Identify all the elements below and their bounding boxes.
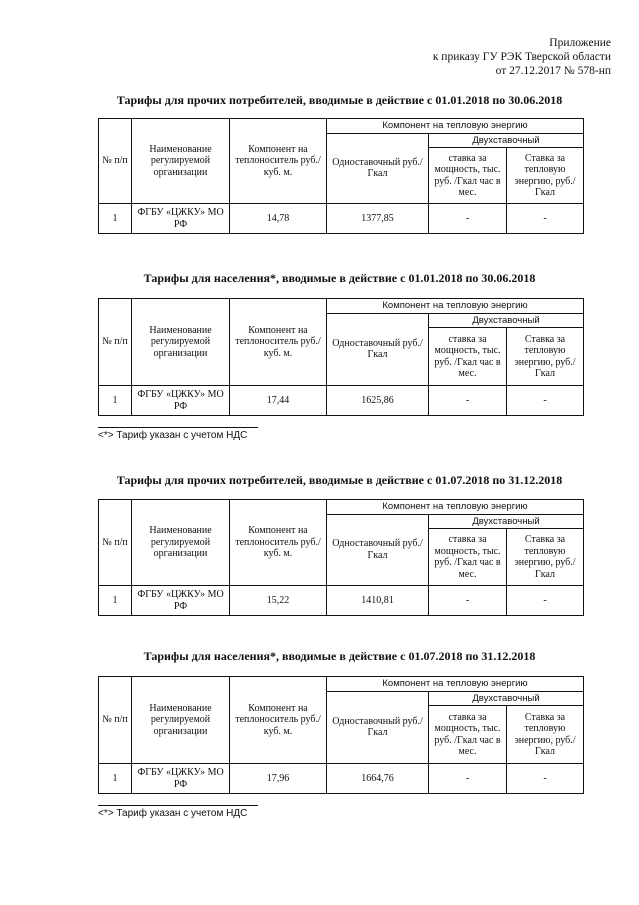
header-org: Наименование регулируемой организации [132, 677, 230, 764]
header-carrier: Компонент на теплоноситель руб./куб. м. [230, 677, 327, 764]
appendix-line-1: Приложение [549, 37, 611, 49]
header-num: № п/п [99, 677, 132, 764]
cell-single: 1664,76 [327, 764, 429, 794]
footnote-vat: <*> Тариф указан с учетом НДС [98, 808, 248, 819]
header-energy: Ставка за тепловую энергию, руб./Гкал [507, 328, 584, 386]
header-energy: Ставка за тепловую энергию, руб./Гкал [507, 706, 584, 764]
header-power: ставка за мощность, тыс. руб. /Гкал час в мес. [429, 529, 507, 586]
cell-num: 1 [99, 586, 132, 616]
table-3-title: Тарифы для прочих потребителей, вводимые в действие с 01.07.2018 по 31.12.2018 [116, 473, 563, 487]
header-single: Одноставочный руб./Гкал [327, 313, 429, 386]
table-row [99, 386, 584, 416]
header-num: № п/п [99, 299, 132, 386]
cell-single: 1377,85 [327, 204, 429, 234]
cell-single: 1625,86 [327, 386, 429, 416]
footnote-divider [98, 805, 258, 806]
table-2-title: Тарифы для населения*, вводимые в действие с 01.01.2018 по 30.06.2018 [143, 271, 536, 285]
appendix-line-3: от 27.12.2017 № 578-нп [495, 65, 611, 77]
cell-org: ФГБУ «ЦЖКУ» МО РФ [132, 386, 230, 416]
footnote-divider [98, 427, 258, 428]
header-carrier: Компонент на теплоноситель руб./куб. м. [230, 500, 327, 586]
cell-carrier: 14,78 [230, 204, 327, 234]
header-heat: Компонент на тепловую энергию [327, 677, 584, 692]
tariff-table-1 [98, 118, 584, 234]
header-power: ставка за мощность, тыс. руб. /Гкал час в мес. [429, 706, 507, 764]
cell-num: 1 [99, 386, 132, 416]
header-power: ставка за мощность, тыс. руб. /Гкал час в мес. [429, 328, 507, 386]
header-num: № п/п [99, 500, 132, 586]
header-two: Двухставочный [429, 133, 584, 148]
cell-carrier: 17,96 [230, 764, 327, 794]
table-row [99, 586, 584, 616]
header-power: ставка за мощность, тыс. руб. /Гкал час в мес. [429, 148, 507, 204]
cell-org: ФГБУ «ЦЖКУ» МО РФ [132, 204, 230, 234]
header-heat: Компонент на тепловую энергию [327, 119, 584, 134]
header-num: № п/п [99, 119, 132, 204]
table-4-title: Тарифы для населения*, вводимые в действие с 01.07.2018 по 31.12.2018 [143, 649, 536, 663]
header-carrier: Компонент на теплоноситель руб./куб. м. [230, 119, 327, 204]
cell-energy: - [507, 386, 584, 416]
cell-energy: - [507, 586, 584, 616]
cell-power: - [429, 204, 507, 234]
header-heat: Компонент на тепловую энергию [327, 299, 584, 314]
cell-num: 1 [99, 764, 132, 794]
header-single: Одноставочный руб./Гкал [327, 691, 429, 764]
cell-power: - [429, 764, 507, 794]
header-carrier: Компонент на теплоноситель руб./куб. м. [230, 299, 327, 386]
header-two: Двухставочный [429, 313, 584, 328]
header-two: Двухставочный [429, 691, 584, 706]
tariff-table-4 [98, 676, 584, 794]
header-single: Одноставочный руб./Гкал [327, 514, 429, 586]
header-energy: Ставка за тепловую энергию, руб./Гкал [507, 529, 584, 586]
appendix-line-2: к приказу ГУ РЭК Тверской области [432, 51, 611, 63]
header-two: Двухставочный [429, 514, 584, 529]
cell-num: 1 [99, 204, 132, 234]
table-1-title: Тарифы для прочих потребителей, вводимые в действие с 01.01.2018 по 30.06.2018 [116, 93, 563, 107]
cell-power: - [429, 586, 507, 616]
table-row [99, 764, 584, 794]
cell-single: 1410,81 [327, 586, 429, 616]
cell-energy: - [507, 204, 584, 234]
header-org: Наименование регулируемой организации [132, 119, 230, 204]
table-row [99, 204, 584, 234]
header-org: Наименование регулируемой организации [132, 299, 230, 386]
header-single: Одноставочный руб./Гкал [327, 133, 429, 204]
footnote-vat: <*> Тариф указан с учетом НДС [98, 430, 248, 441]
header-org: Наименование регулируемой организации [132, 500, 230, 586]
header-heat: Компонент на тепловую энергию [327, 500, 584, 515]
tariff-table-2 [98, 298, 584, 416]
cell-carrier: 17,44 [230, 386, 327, 416]
header-energy: Ставка за тепловую энергию, руб./Гкал [507, 148, 584, 204]
cell-org: ФГБУ «ЦЖКУ» МО РФ [132, 586, 230, 616]
cell-energy: - [507, 764, 584, 794]
cell-org: ФГБУ «ЦЖКУ» МО РФ [132, 764, 230, 794]
cell-power: - [429, 386, 507, 416]
appendix-header [433, 36, 611, 78]
cell-carrier: 15,22 [230, 586, 327, 616]
tariff-table-3 [98, 499, 584, 616]
